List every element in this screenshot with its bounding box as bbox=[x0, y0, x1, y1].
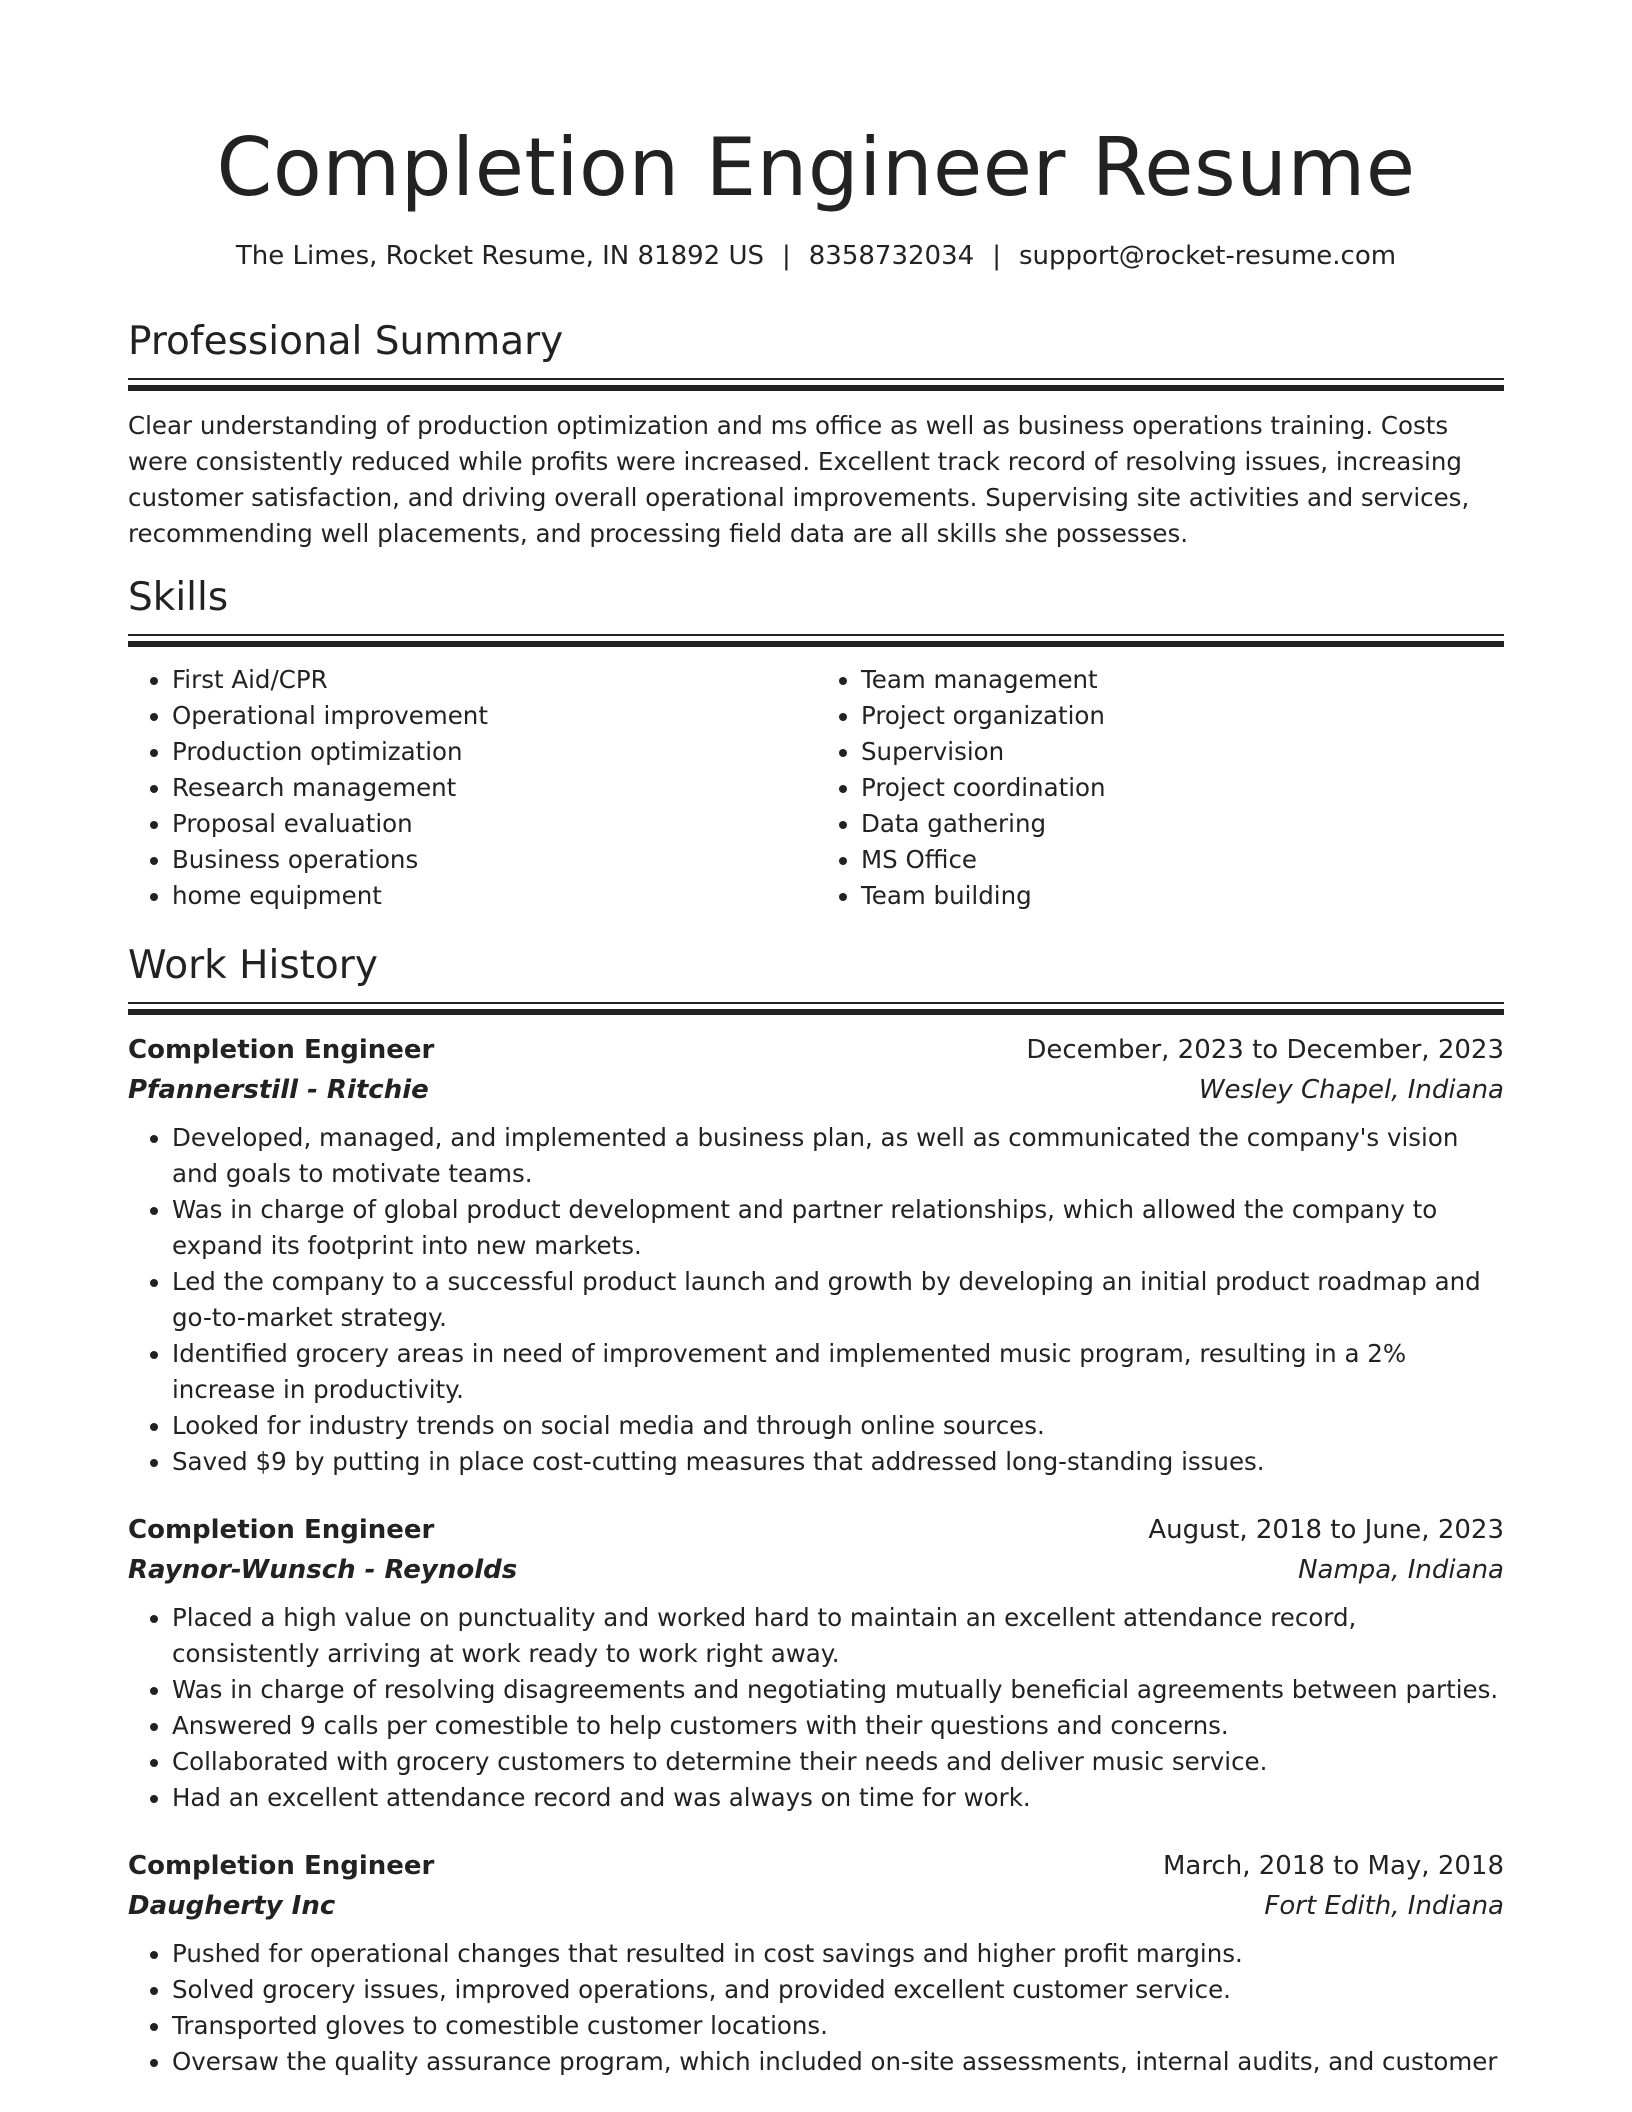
skill-item: • Team management bbox=[861, 662, 1504, 698]
job-header bbox=[128, 1510, 1504, 1550]
job-title: Completion Engineer bbox=[128, 1851, 435, 1881]
job-bullet: • Transported gloves to comestible customer locations. bbox=[172, 2008, 1504, 2044]
summary-text: Clear understanding of production optimization and ms office as well as business operations training. Costs were consistently reduced while profits were increased. Excellent track record of resolving issues, increasing customer satisfaction, and driving overall operational improvements. Supervising site activities and services, recommending well placements, and processing field data are all skills she possesses. bbox=[128, 411, 1470, 548]
job-bullets bbox=[128, 1120, 1504, 1480]
job-location: Nampa, Indiana bbox=[1298, 1555, 1504, 1585]
skill-item: • Team building bbox=[861, 878, 1504, 914]
job-bullet: • Answered 9 calls per comestible to help customers with their questions and concerns. bbox=[172, 1708, 1504, 1744]
resume-title: Completion Engineer Resume bbox=[216, 121, 1416, 214]
job-bullet: • Led the company to a successful product launch and growth by developing an initial product roadmap and go-to-market strategy. bbox=[172, 1264, 1504, 1336]
skills-section bbox=[128, 572, 1504, 914]
job-bullet: • Developed, managed, and implemented a business plan, as well as communicated the company's vision and goals to motivate teams. bbox=[172, 1120, 1504, 1192]
skill-item: • Project organization bbox=[861, 698, 1504, 734]
job-bullet: • Identified grocery areas in need of improvement and implemented music program, resulting in a 2% increase in productivity. bbox=[172, 1336, 1504, 1408]
job-company: Pfannerstill - Ritchie bbox=[128, 1075, 429, 1105]
summary-heading: Professional Summary bbox=[128, 319, 564, 364]
contact-line bbox=[128, 236, 1504, 276]
contact-separator: | bbox=[782, 241, 791, 271]
job-header bbox=[128, 1030, 1504, 1070]
job-subheader bbox=[128, 1550, 1504, 1590]
skill-item: • MS Office bbox=[861, 842, 1504, 878]
job-bullet: • Was in charge of global product development and partner relationships, which allowed the company to expand its footprint into new markets. bbox=[172, 1192, 1504, 1264]
job-entry bbox=[128, 1846, 1504, 2080]
skill-item: • home equipment bbox=[172, 878, 815, 914]
skill-item: • Project coordination bbox=[861, 770, 1504, 806]
job-title: Completion Engineer bbox=[128, 1035, 435, 1065]
work-history-section bbox=[128, 940, 1504, 2080]
job-bullet: • Oversaw the quality assurance program, which included on-site assessments, internal audits, and customer bbox=[172, 2044, 1504, 2080]
contact-email: support@rocket-resume.com bbox=[1018, 241, 1397, 271]
skill-item: • Proposal evaluation bbox=[172, 806, 815, 842]
job-bullet: • Collaborated with grocery customers to determine their needs and deliver music service. bbox=[172, 1744, 1504, 1780]
skills-columns bbox=[128, 662, 1504, 914]
job-company: Daugherty Inc bbox=[128, 1891, 336, 1921]
job-location: Wesley Chapel, Indiana bbox=[1198, 1075, 1504, 1105]
section-divider bbox=[128, 634, 1504, 648]
skill-item: • Business operations bbox=[172, 842, 815, 878]
job-bullet: • Was in charge of resolving disagreements and negotiating mutually beneficial agreements between parties. bbox=[172, 1672, 1504, 1708]
skills-list-left bbox=[128, 662, 815, 914]
skills-heading: Skills bbox=[128, 575, 229, 620]
job-entry bbox=[128, 1510, 1504, 1816]
job-bullet: • Had an excellent attendance record and was always on time for work. bbox=[172, 1780, 1504, 1816]
job-bullet: • Placed a high value on punctuality and worked hard to maintain an excellent attendance record, consistently arriving at work ready to work right away. bbox=[172, 1600, 1504, 1672]
job-location: Fort Edith, Indiana bbox=[1264, 1891, 1504, 1921]
job-bullet: • Pushed for operational changes that resulted in cost savings and higher profit margins. bbox=[172, 1936, 1504, 1972]
skills-list-right bbox=[815, 662, 1504, 914]
job-subheader bbox=[128, 1886, 1504, 1926]
job-bullets bbox=[128, 1600, 1504, 1816]
skill-item: • Research management bbox=[172, 770, 815, 806]
job-header bbox=[128, 1846, 1504, 1886]
work-history-heading: Work History bbox=[128, 943, 378, 988]
contact-separator: | bbox=[992, 241, 1001, 271]
job-dates: August, 2018 to June, 2023 bbox=[1148, 1515, 1504, 1545]
summary-section bbox=[128, 316, 1504, 552]
job-bullets bbox=[128, 1936, 1504, 2080]
job-company: Raynor-Wunsch - Reynolds bbox=[128, 1555, 518, 1585]
job-bullet: • Saved $9 by putting in place cost-cutting measures that addressed long-standing issues. bbox=[172, 1444, 1504, 1480]
job-entry bbox=[128, 1030, 1504, 1480]
section-divider bbox=[128, 1002, 1504, 1016]
job-subheader bbox=[128, 1070, 1504, 1110]
skill-item: • Supervision bbox=[861, 734, 1504, 770]
skill-item: • Operational improvement bbox=[172, 698, 815, 734]
job-title: Completion Engineer bbox=[128, 1515, 435, 1545]
contact-address: The Limes, Rocket Resume, IN 81892 US bbox=[235, 241, 764, 271]
skill-item: • Production optimization bbox=[172, 734, 815, 770]
job-bullet: • Solved grocery issues, improved operations, and provided excellent customer service. bbox=[172, 1972, 1504, 2008]
skill-item: • First Aid/CPR bbox=[172, 662, 815, 698]
contact-phone: 8358732034 bbox=[808, 241, 975, 271]
skill-item: • Data gathering bbox=[861, 806, 1504, 842]
job-dates: December, 2023 to December, 2023 bbox=[1026, 1035, 1504, 1065]
job-bullet: • Looked for industry trends on social media and through online sources. bbox=[172, 1408, 1504, 1444]
job-dates: March, 2018 to May, 2018 bbox=[1162, 1851, 1504, 1881]
section-divider bbox=[128, 378, 1504, 392]
